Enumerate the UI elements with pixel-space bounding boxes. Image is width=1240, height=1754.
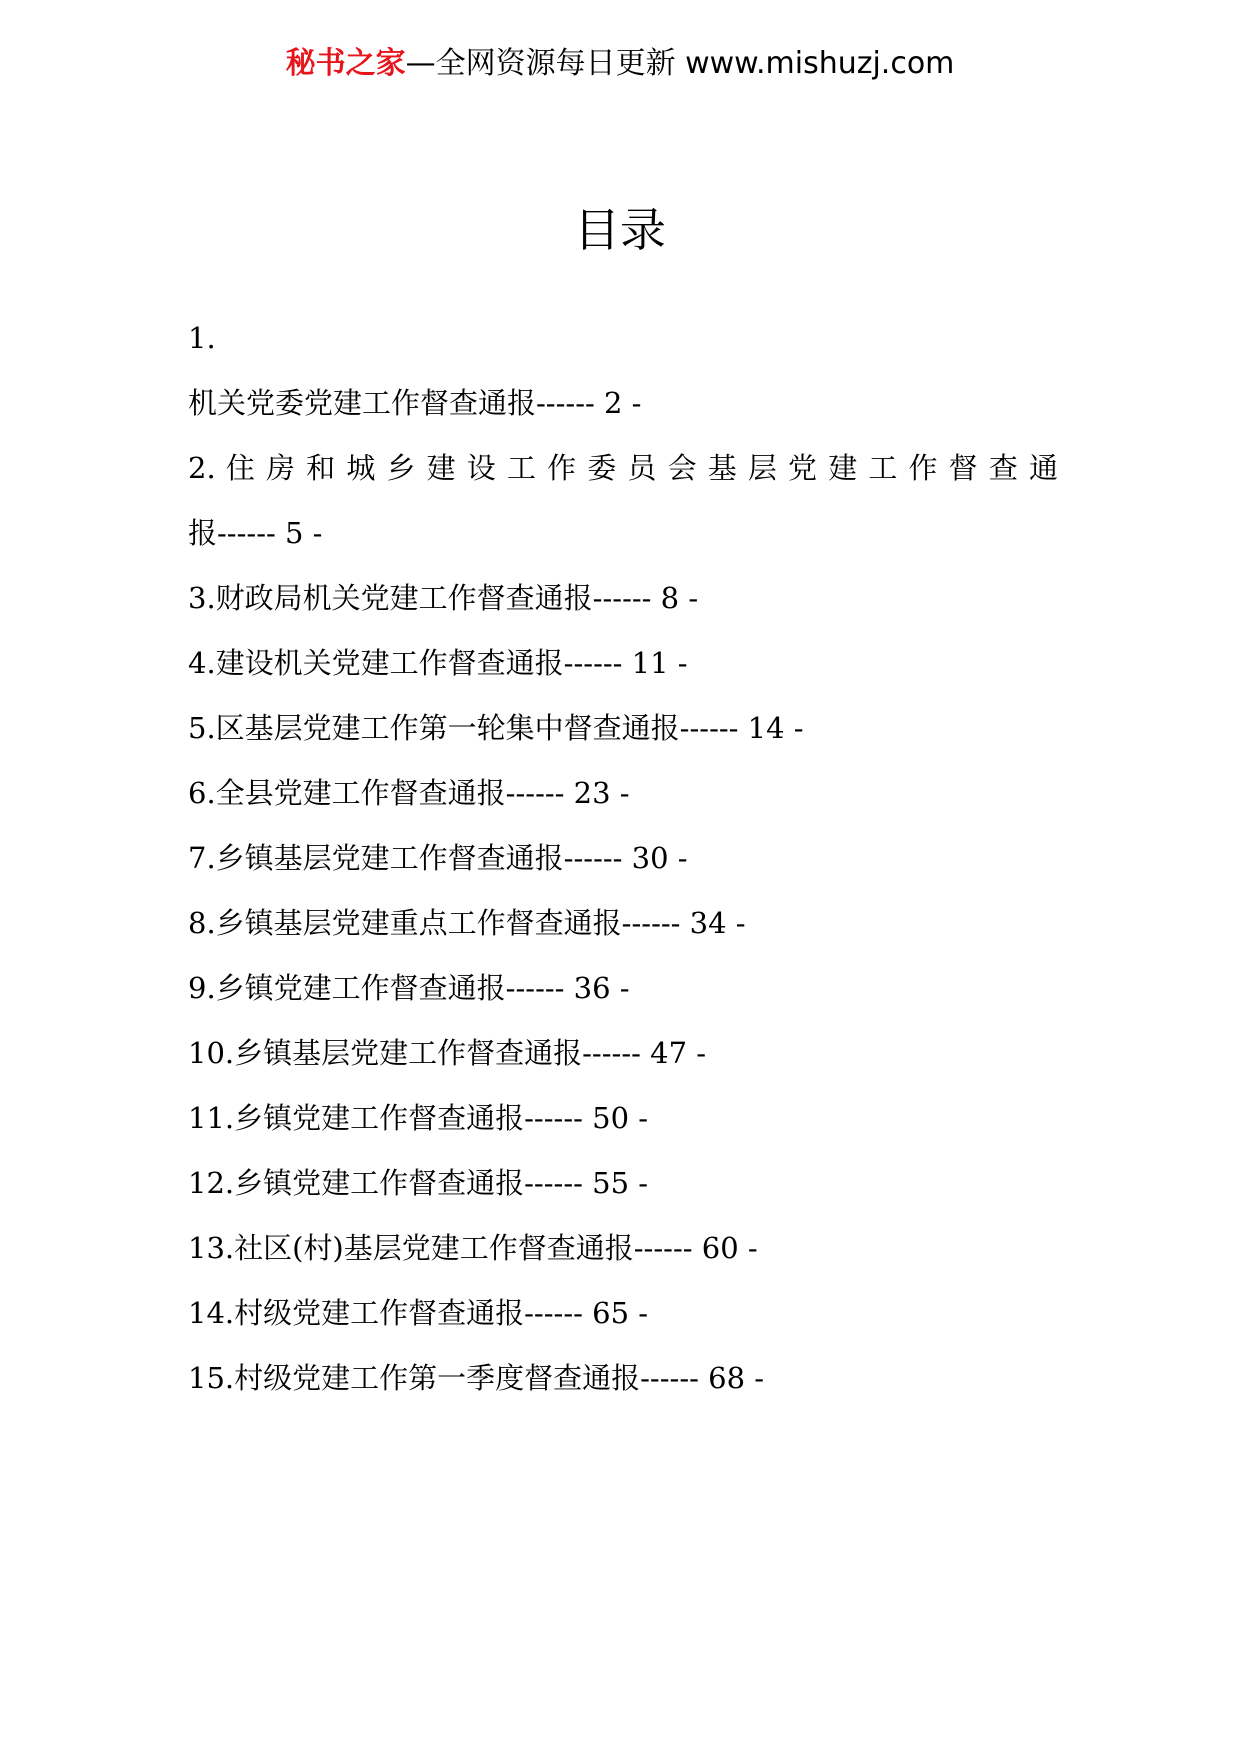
toc-line: 10.乡镇基层党建工作督查通报------ 47 - <box>188 1036 707 1070</box>
toc-line: 6.全县党建工作督查通报------ 23 - <box>188 776 630 810</box>
toc-line: 4.建设机关党建工作督查通报------ 11 - <box>188 646 688 680</box>
page-title: 目录 <box>574 203 666 257</box>
toc-line: 14.村级党建工作督查通报------ 65 - <box>188 1296 649 1330</box>
toc-line: 12.乡镇党建工作督查通报------ 55 - <box>188 1166 649 1200</box>
table-of-contents <box>188 306 1058 1411</box>
site-header <box>0 44 1240 84</box>
header-tagline: —全网资源每日更新 www.mishuzj.com <box>405 46 955 81</box>
toc-line: 2. 住 房 和 城 乡 建 设 工 作 委 员 会 基 层 党 建 工 作 督 查 通 <box>188 451 1058 485</box>
toc-line: 3.财政局机关党建工作督查通报------ 8 - <box>188 581 699 615</box>
toc-line: 7.乡镇基层党建工作督查通报------ 30 - <box>188 841 688 875</box>
toc-line: 15.村级党建工作第一季度督查通报------ 68 - <box>188 1361 765 1395</box>
toc-line: 5.区基层党建工作第一轮集中督查通报------ 14 - <box>188 711 804 745</box>
toc-line: 8.乡镇基层党建重点工作督查通报------ 34 - <box>188 906 746 940</box>
brand-name: 秘书之家 <box>285 46 406 81</box>
toc-line: 报------ 5 - <box>188 516 323 550</box>
toc-line: 机关党委党建工作督查通报------ 2 - <box>188 386 642 420</box>
toc-line: 9.乡镇党建工作督查通报------ 36 - <box>188 971 630 1005</box>
toc-line: 13.社区(村)基层党建工作督查通报------ 60 - <box>188 1231 758 1265</box>
toc-line: 1. <box>188 321 216 355</box>
toc-line: 11.乡镇党建工作督查通报------ 50 - <box>188 1101 649 1135</box>
